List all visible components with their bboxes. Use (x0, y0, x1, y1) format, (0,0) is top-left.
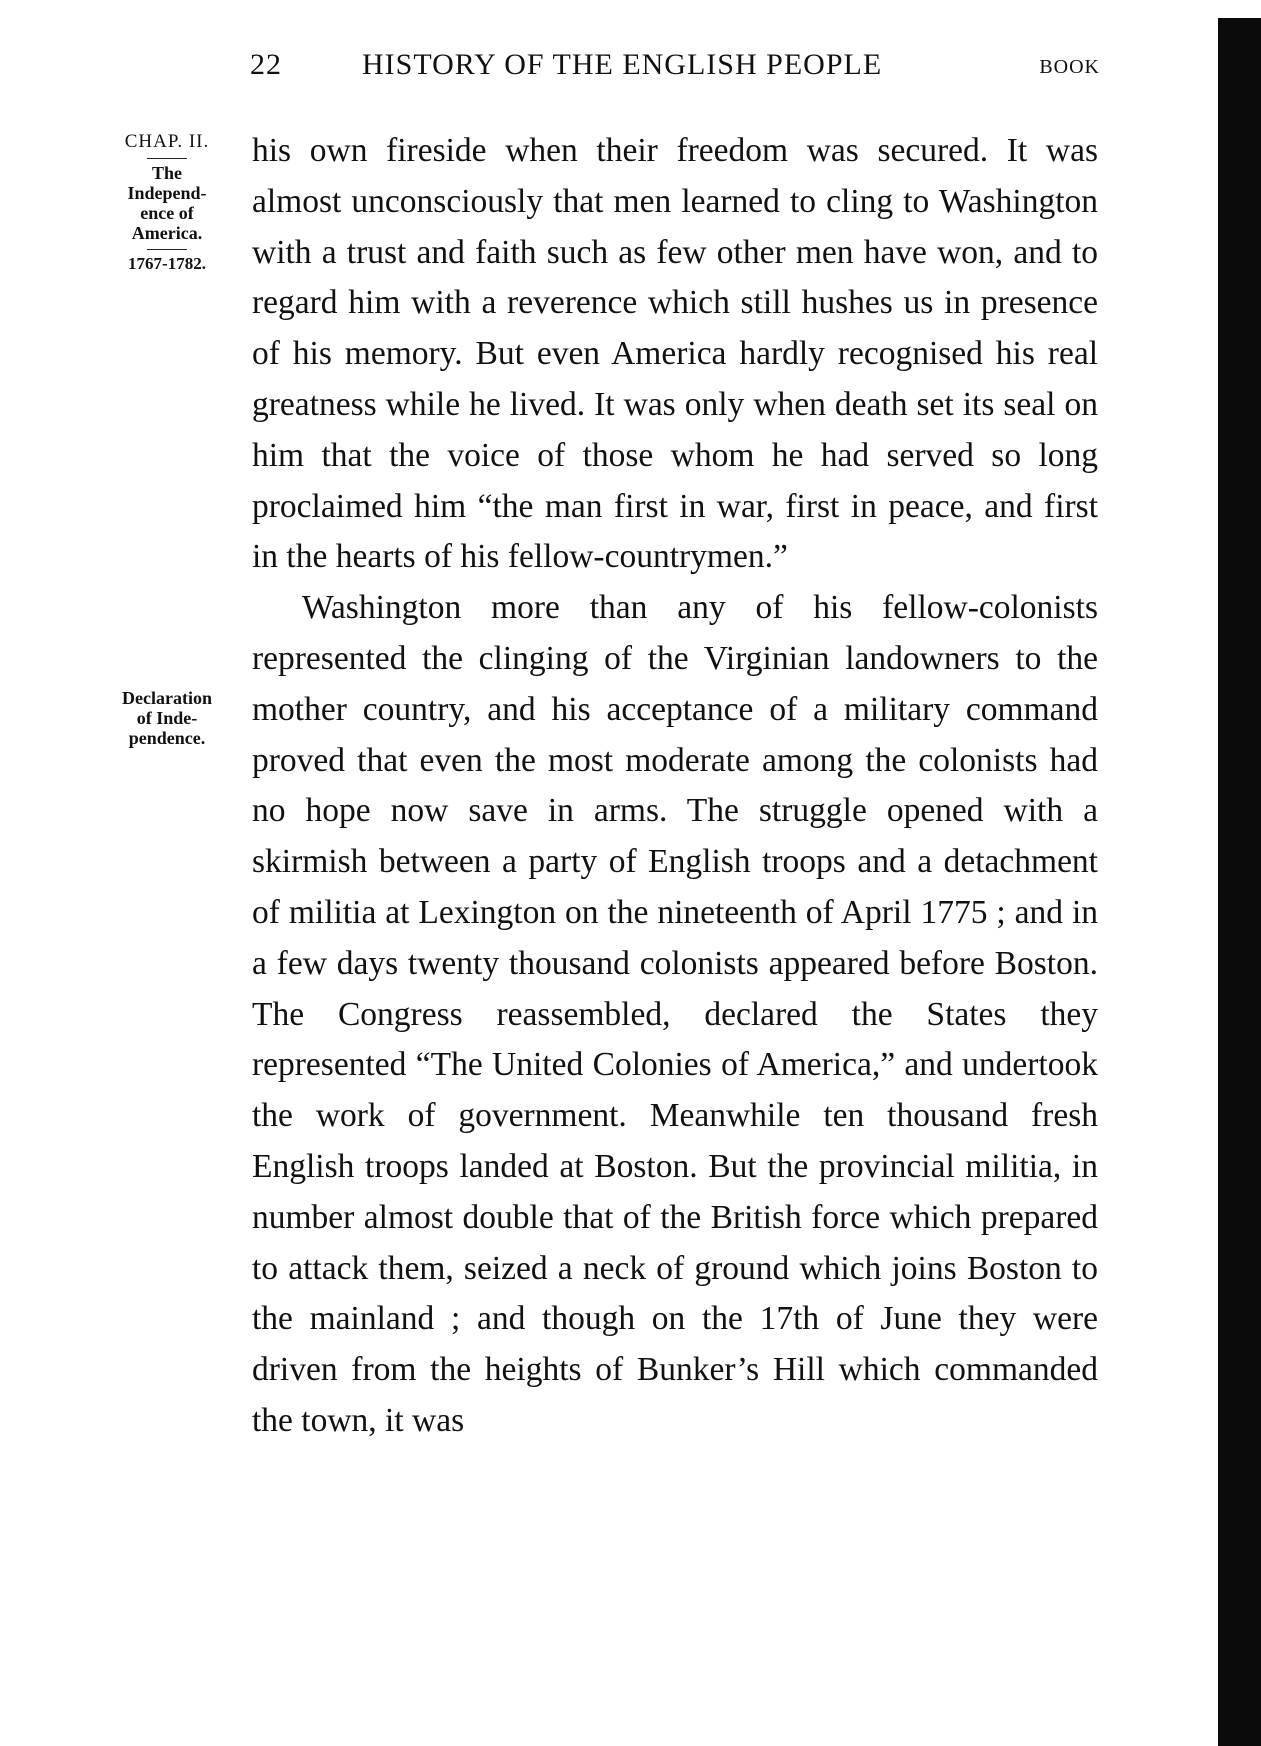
margin-dates: 1767-1782. (128, 254, 206, 273)
running-head (250, 48, 1100, 88)
margin-rule (147, 158, 187, 159)
page-number: 22 (250, 48, 282, 81)
side-note-line: of Inde- (136, 708, 198, 728)
book-label: BOOK (1039, 56, 1100, 78)
margin-topic-line: Independ- (127, 183, 207, 203)
paragraph-2: Washington more than any of his fellow-colonists represented the clinging of the Virginian landowners to the mother country, and his acceptance of a military command proved that even the most moderate among the colonists had no hope now save in arms. The struggle opened with a skirmish between a party of English troops and a detachment of militia at Lexington on the nineteenth of April 1775 ; and in a few days twenty thousand colonists appeared before Boston. The Congress reassembled, declared the States they represented “The United Colonies of America,” and undertook the work of government. Meanwhile ten thousand fresh English troops landed at Boston. But the provincial militia, in number almost double that of the British force which prepared to attack them, seized a neck of ground which joins Boston to the mainland ; and though on the 17th of June they were driven from the heights of Bunker’s Hill which commanded the town, it was (252, 589, 1098, 1439)
body-text (252, 126, 1098, 1447)
side-note-line: pendence. (128, 728, 206, 748)
running-title: HISTORY OF THE ENGLISH PEOPLE (362, 48, 883, 81)
chapter-label: CHAP. II. (124, 131, 210, 152)
margin-topic-line: The (151, 163, 182, 183)
margin-topic (92, 163, 242, 243)
margin-rule (147, 249, 187, 250)
side-note-line: Declaration (122, 688, 212, 708)
margin-topic-line: ence of (140, 203, 194, 223)
margin-topic-line: America. (131, 223, 203, 243)
paragraph-1: his own fireside when their freedom was secured. It was almost unconsciously that men learned to cling to Washington with a trust and faith such as few other men have won, and to regard him with a reverence which still hushes us in presence of his memory. But even America hardly recognised his real greatness while he lived. It was only when death set its seal on him that the voice of those whom he had served so long proclaimed him “the man first in war, first in peace, and first in the hearts of his fellow-countrymen.” (252, 132, 1098, 576)
margin-notes (92, 132, 242, 274)
page-binding-edge (1218, 18, 1261, 1746)
side-note-declaration (92, 688, 242, 748)
